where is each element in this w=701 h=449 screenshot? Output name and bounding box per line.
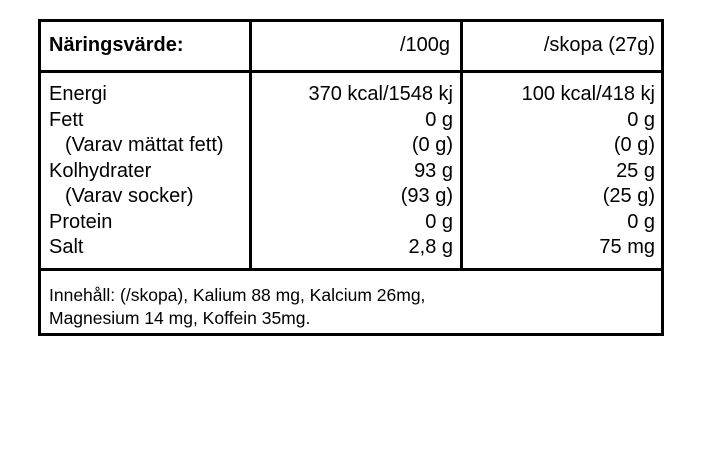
header-divider <box>41 70 661 73</box>
nutrient-name: (Varav mättat fett) <box>65 134 224 156</box>
nutrient-row <box>41 108 661 134</box>
contents-note <box>49 284 649 330</box>
nutrient-value-per-scoop: 0 g <box>627 108 655 131</box>
nutrient-name: Kolhydrater <box>49 159 152 182</box>
nutrient-row <box>41 82 661 108</box>
table-title: Näringsvärde: <box>49 34 184 56</box>
nutrition-facts-table <box>38 19 664 336</box>
contents-note-line-1: Innehåll: (/skopa), Kalium 88 mg, Kalcium 26mg, <box>49 285 426 305</box>
nutrient-value-per-100g: 0 g <box>425 108 453 131</box>
nutrient-row <box>41 210 661 236</box>
nutrient-name: Salt <box>49 236 84 258</box>
nutrient-value-per-100g: 2,8 g <box>408 236 453 258</box>
column-header-per-scoop: /skopa (27g) <box>543 34 655 56</box>
nutrient-row <box>41 184 661 210</box>
nutrient-value-per-100g: 370 kcal/1548 kj <box>308 83 453 105</box>
nutrient-name: Energi <box>49 83 107 105</box>
nutrient-value-per-scoop: 75 mg <box>599 236 655 258</box>
body-divider <box>41 268 661 271</box>
nutrient-row <box>41 235 661 261</box>
nutrient-value-per-100g: (93 g) <box>400 185 453 207</box>
nutrient-name: Fett <box>49 108 84 131</box>
nutrient-rows <box>41 82 661 261</box>
nutrient-row <box>41 159 661 185</box>
nutrient-value-per-scoop: 25 g <box>616 159 655 182</box>
nutrient-value-per-100g: (0 g) <box>411 134 453 156</box>
nutrient-value-per-scoop: 0 g <box>627 210 655 233</box>
nutrient-value-per-100g: 93 g <box>414 159 453 182</box>
nutrient-value-per-100g: 0 g <box>425 210 453 233</box>
nutrient-name: Protein <box>49 210 113 233</box>
column-header-per-100g: /100g <box>399 34 450 56</box>
nutrient-row <box>41 133 661 159</box>
nutrient-value-per-scoop: (25 g) <box>602 185 655 207</box>
nutrient-name: (Varav socker) <box>65 185 194 207</box>
contents-note-line-2: Magnesium 14 mg, Koffein 35mg. <box>49 308 311 328</box>
nutrient-value-per-scoop: (0 g) <box>613 134 655 156</box>
nutrient-value-per-scoop: 100 kcal/418 kj <box>521 83 655 105</box>
